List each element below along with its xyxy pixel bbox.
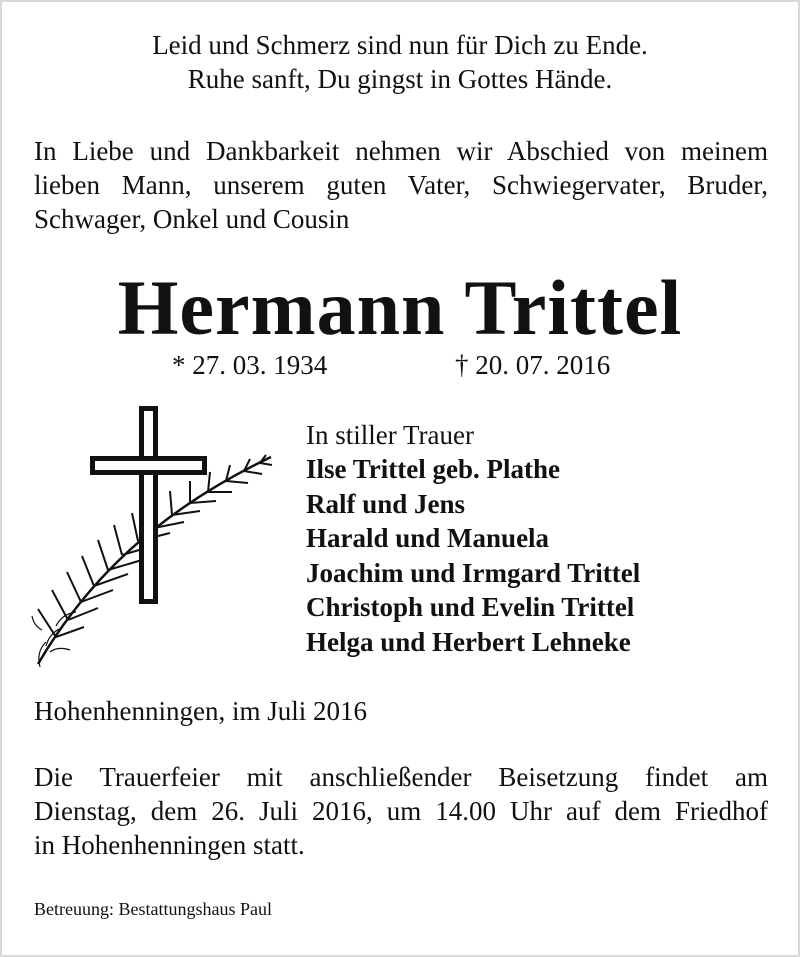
mourner-name: Ralf und Jens <box>306 488 466 519</box>
ceremony-line-2: Dienstag, dem 26. Juli 2016, um 14.00 Uhr auf dem Friedhof <box>34 796 768 826</box>
intro-line-1: In Liebe und Dankbarkeit nehmen wir Abschied von meinem <box>34 136 768 166</box>
ceremony-line-3: in Hohenhenningen statt. <box>34 830 305 860</box>
motto-line-2: Ruhe sanft, Du gingst in Gottes Hände. <box>187 64 613 94</box>
intro-line-2: lieben Mann, unserem guten Vater, Schwiegervater, Bruder, <box>34 170 768 200</box>
birth-date: * 27. 03. 1934 <box>172 350 328 380</box>
funeral-home-credit: Betreuung: Bestattungshaus Paul <box>34 899 272 919</box>
intro-text <box>34 134 768 236</box>
ceremony-info <box>34 760 768 862</box>
mourners-label: In stiller Trauer <box>306 420 474 450</box>
deceased-name: Hermann Trittel <box>117 264 683 351</box>
intro-line-3: Schwager, Onkel und Cousin <box>34 204 350 234</box>
ceremony-line-1: Die Trauerfeier mit anschließender Beisetzung findet am <box>34 762 768 792</box>
motto-line-1: Leid und Schmerz sind nun für Dich zu Ende. <box>152 30 648 60</box>
mourners <box>306 418 640 659</box>
mourner-name: Christoph und Evelin Trittel <box>306 592 635 622</box>
cross-shape <box>90 406 207 604</box>
mourner-name: Harald und Manuela <box>306 523 550 553</box>
cross-with-palm-branch-icon <box>26 402 276 674</box>
mourner-name: Ilse Trittel geb. Plathe <box>306 454 560 484</box>
mourner-name: Helga und Herbert Lehneke <box>306 626 631 657</box>
motto <box>0 28 800 96</box>
place-and-date: Hohenhenningen, im Juli 2016 <box>34 696 367 726</box>
death-date: † 20. 07. 2016 <box>455 350 611 380</box>
mourner-name: Joachim und Irmgard Trittel <box>306 557 641 588</box>
